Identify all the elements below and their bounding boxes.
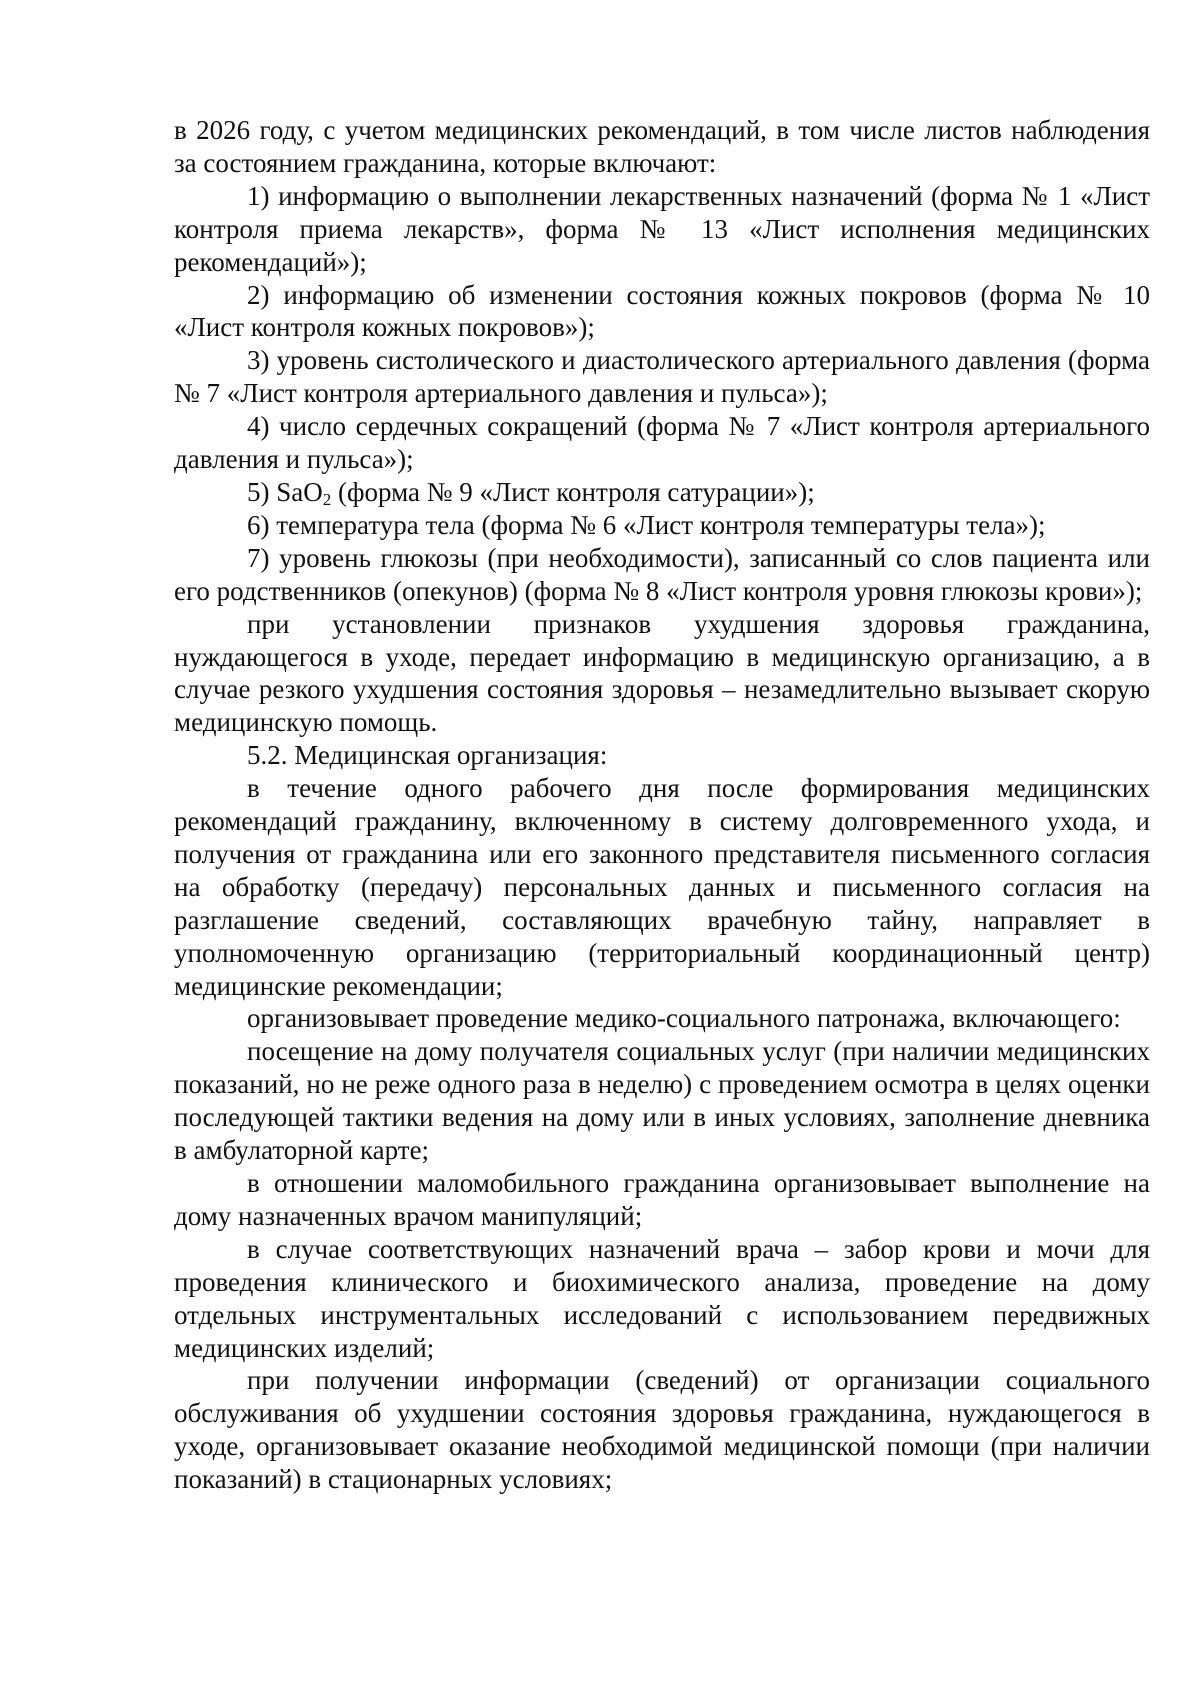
paragraph-item-3: 3) уровень систолического и диастолического артериального давления (форма № 7 «Лист контроля артериального давления и пульса»); [174,345,1150,409]
paragraph-patronage: организовывает проведение медико-социального патронажа, включающего: [247,1003,1121,1034]
paragraph-item-6: 6) температура тела (форма № 6 «Лист контроля температуры тела»); [247,509,1046,540]
paragraph-home-visit: посещение на дому получателя социальных услуг (при наличии медицинских показаний, но не реже одного раза в неделю) с проведением осмотра в целях оценки последующей тактики ведения на дому или в иных условиях, заполнение дневника в амбулаторной карте; [174,1036,1150,1166]
paragraph-low-mobility: в отношении маломобильного гражданина организовывает выполнение на дому назначенных врачом манипуляций; [174,1168,1150,1231]
paragraph-item-5-prefix: 5) SaO [247,476,323,507]
paragraph-item-2: 2) информацию об изменении состояния кожных покровов (форма № 10 «Лист контроля кожных покровов»); [174,279,1150,343]
document-body [174,114,1150,1496]
paragraph-recommendations: в течение одного рабочего дня после формирования медицинских рекомендаций гражданину, включенному в систему долговременного ухода, и получения от гражданина или его законного представителя письменного согласия на обработку (передачу) персональных данных и письменного согласия на разглашение сведений, составляющих врачебную тайну, направляет в уполномоченную организацию (территориальный координационный центр) медицинские рекомендации; [174,773,1150,1001]
section-heading-5-2: 5.2. Медицинская организация: [247,740,608,771]
paragraph-deterioration: при установлении признаков ухудшения здоровья гражданина, нуждающегося в уходе, передает информацию в медицинскую организацию, а в случае резкого ухудшения состояния здоровья – незамедлительно вызывает скорую медицинскую помощь. [174,608,1150,738]
paragraph-inpatient-care: при получении информации (сведений) от организации социального обслуживания об ухудшении состояния здоровья гражданина, нуждающегося в уходе, организовывает оказание необходимой медицинской помощи (при наличии показаний) в стационарных условиях; [174,1365,1150,1495]
paragraph-item-5 [174,476,1150,509]
paragraph-item-7: 7) уровень глюкозы (при необходимости), записанный со слов пациента или его родственников (опекунов) (форма № 8 «Лист контроля уровня глюкозы крови»); [174,542,1150,606]
paragraph-item-5-suffix: (форма № 9 «Лист контроля сатурации»); [331,476,815,507]
paragraph-item-5-subscript: 2 [322,489,332,509]
paragraph-item-1: 1) информацию о выполнении лекарственных назначений (форма № 1 «Лист контроля приема лекарств», форма № 13 «Лист исполнения медицинских рекомендаций»); [174,180,1150,277]
paragraph-blood-test: в случае соответствующих назначений врача – забор крови и мочи для проведения клинического и биохимического анализа, проведение на дому отдельных инструментальных исследований с использованием передвижных медицинских изделий; [174,1233,1150,1363]
paragraph-item-4: 4) число сердечных сокращений (форма № 7 «Лист контроля артериального давления и пульса»); [174,411,1150,475]
paragraph-intro: в 2026 году, с учетом медицинских рекомендаций, в том числе листов наблюдения за состоянием гражданина, которые включают: [174,115,1150,178]
